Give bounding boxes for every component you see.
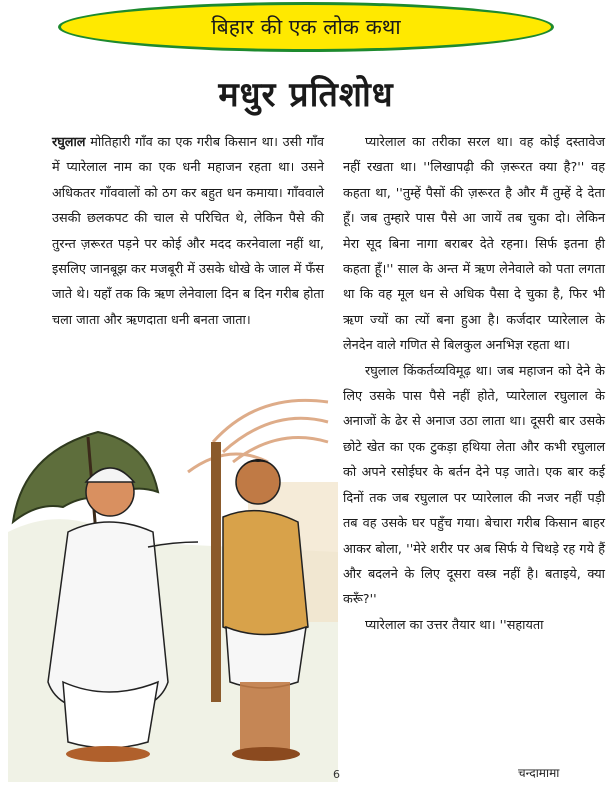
page-number: 6 [333, 768, 340, 781]
banner-label: बिहार की एक लोक कथा [211, 15, 401, 39]
opening-paragraph [52, 130, 324, 333]
header-banner [58, 2, 554, 52]
opening-lead-word: रघुलाल [52, 135, 86, 150]
farmer-dhoti [226, 627, 306, 688]
story-illustration [8, 382, 338, 782]
farmer-shirt [223, 511, 308, 636]
left-text-column [52, 130, 324, 333]
hut-post [211, 442, 221, 702]
magazine-name: चन्दामामा [518, 766, 560, 780]
opening-paragraph-text: मोतिहारी गाँव का एक गरीब किसान था। उसी गाँव में प्यारेलाल नाम का एक धनी महाजन रहता था। उसने अधिकतर गाँववालों को ठग कर बहुत धन कमाया। गाँववाले उसकी छलकपट की चाल से परिचित थे, लेकिन पैसे की तुरन्त ज़रूरत पड़ने पर कोई और मदद करनेवाला नहीं था, इसलिए जानबूझ कर मजबूरी में उसके धोखे के जाल में फँस जाते थे। यहाँ तक कि ऋण लेनेवाला दिन ब दिन गरीब होता चला जाता और ऋणदाता धनी बनता जाता। [52, 135, 324, 328]
moneylender-dhoti [63, 682, 158, 748]
paragraph-method: प्यारेलाल का तरीका सरल था। वह कोई दस्तावेज नहीं रखता था। ''लिखापढ़ी की ज़रूरत क्या है?'' वह कहता था, ''तुम्हें पैसों की ज़रूरत है और मैं तुम्हें दे देता हूँ। जब तुम्हारे पास पैसे आ जायें तब चुका दो। लेकिन मेरा सूद बिना नागा बराबर देते रहना। सिर्फ इतना ही कहता हूँ।'' साल के अन्त में ऋण लेनेवाले को पता लगता था कि वह मूल धन से अधिक पैसा दे चुका है, फिर भी ऋण ज्यों का त्यों बना हुआ है। कर्जदार प्यारेलाल के लेनदेन वाले गणित से बिलकुल अनभिज्ञ रहता था। [343, 135, 605, 354]
farmer-legs [240, 682, 290, 752]
paragraph-helpless: रघुलाल किंकर्तव्यविमूढ़ था। जब महाजन को देने के लिए उसके पास पैसे नहीं होते, प्यारेलाल रघुलाल के अनाजों के ढेर से अनाज उठा लाता था। दूसरी बार उसके छोटे खेत का एक टुकड़ा हथिया लेता और कभी रघुलाल को अपने रसोईघर के बर्तन देने पड़ जाते। एक बार कई दिनों तक जब रघुलाल पर प्यारेलाल की नजर नहीं पड़ी तब वह उसके घर पहुँच गया। बेचारा गरीब किसान बाहर आकर बोला, ''मेरे शरीर पर अब सिर्फ ये चिथड़े रह गये हैं और बदलने के लिए दूसरा वस्त्र नहीं है। बताइये, क्या करूँ?'' [343, 363, 605, 608]
farmer-feet [232, 747, 300, 761]
story-title: मधुर प्रतिशोध [218, 75, 394, 115]
moneylender-feet [66, 746, 150, 762]
paragraph-reply: प्यारेलाल का उत्तर तैयार था। ''सहायता [365, 617, 544, 633]
right-text-column [343, 130, 605, 638]
